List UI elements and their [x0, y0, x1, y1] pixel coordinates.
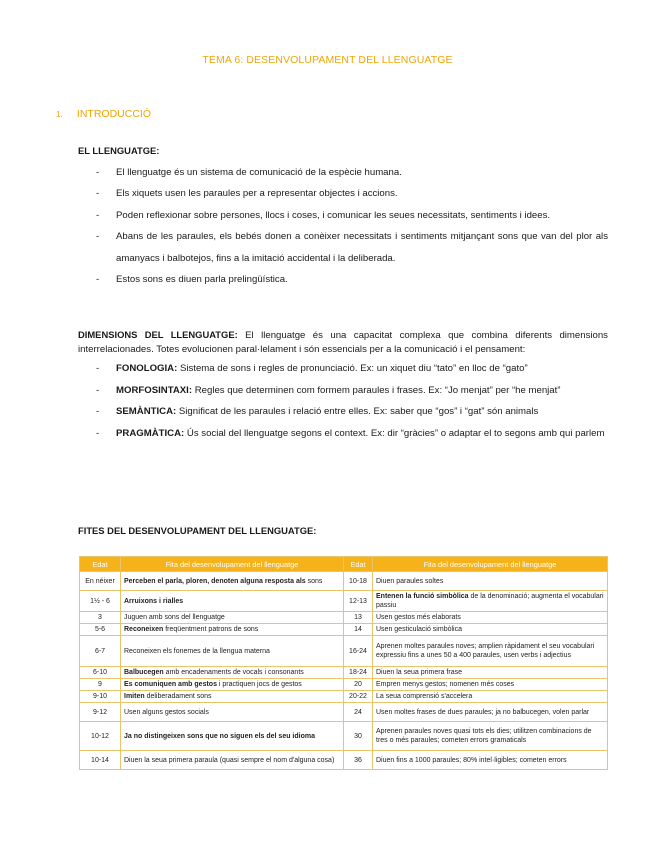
age-cell: 24: [344, 703, 373, 722]
dimension-term: FONOLOGIA:: [116, 363, 178, 374]
age-cell: 9-10: [80, 691, 121, 703]
milestone-text: amb encadenaments de vocals i consonants: [163, 669, 304, 676]
milestone-text: Diuen la seua primera paraula (quasi sempre el nom d'alguna cosa): [124, 756, 335, 764]
milestone-text: Diuen la seua primera frase: [376, 669, 462, 676]
milestone-cell: [121, 751, 344, 770]
milestone-cell: [121, 636, 344, 667]
llenguatge-block: [78, 140, 608, 291]
age-cell: 1½ - 6: [80, 591, 121, 612]
dimension-term: PRAGMÀTICA:: [116, 427, 185, 439]
age-cell: 18-24: [344, 667, 373, 679]
milestone-cell: [121, 612, 344, 624]
table-row: [80, 591, 608, 612]
age-cell: 3: [80, 612, 121, 624]
milestone-cell: [121, 691, 344, 703]
table-row: [80, 636, 608, 667]
section-heading: [56, 108, 151, 120]
age-cell: 13: [344, 612, 373, 624]
list-item: - El llenguatge és un sistema de comunicació de la espècie humana.: [78, 162, 608, 184]
age-cell: 20: [344, 679, 373, 691]
age-cell: 16-24: [344, 636, 373, 667]
list-item: - Els xiquets usen les paraules per a representar objectes i accions.: [78, 183, 608, 205]
age-cell: 36: [344, 751, 373, 770]
milestone-text: La seua comprensió s'accelera: [376, 693, 473, 700]
column-header: Fita del desenvolupament del llenguatge: [373, 557, 608, 572]
list-item: - Abans de les paraules, els bebés donen a conèixer necessitats i sentiments mitjançant sons que van del plor als amanyacs i balbotejos, fins a la imitació accidental i la deliberada.: [78, 226, 608, 269]
list-item: - Estos sons es diuen parla prelingüística.: [78, 269, 608, 291]
table-row: [80, 703, 608, 722]
milestone-cell: [121, 572, 344, 591]
milestone-text: Aprenen paraules noves quasi tots els dies; utilitzen combinacions de tres o més paraules; cometen errors gramaticals: [376, 728, 592, 744]
milestone-text: i practiquen jocs de gestos: [216, 681, 302, 688]
age-cell: 30: [344, 722, 373, 751]
milestones-table-body: [80, 572, 608, 770]
document-title: TEMA 6: DESENVOLUPAMENT DEL LLENGUATGE: [202, 54, 453, 66]
list-item: [78, 380, 608, 402]
milestone-text: Usen gesticulació simbòlica: [376, 626, 462, 633]
llenguatge-list: [78, 162, 608, 291]
milestone-cell: [121, 722, 344, 751]
milestone-text: Diuen fins a 1000 paraules; 80% intel·ligibles; cometen errors: [376, 756, 567, 764]
table-row: [80, 751, 608, 770]
age-cell: 6-7: [80, 636, 121, 667]
milestone-cell: [121, 679, 344, 691]
table-row: [80, 667, 608, 679]
milestone-text: Reconeixen els fonemes de la llengua materna: [124, 647, 270, 655]
milestone-cell: [121, 703, 344, 722]
dimension-text: Significat de les paraules i relació entre elles. Ex: saber que “gos” i “gat” són animals: [178, 406, 539, 417]
list-item: [78, 423, 608, 445]
milestone-cell: [121, 667, 344, 679]
milestone-cell: [373, 691, 608, 703]
table-row: [80, 612, 608, 624]
fites-block: [78, 520, 608, 542]
age-cell: 12-13: [344, 591, 373, 612]
age-cell: 10-18: [344, 572, 373, 591]
age-cell: 20-22: [344, 691, 373, 703]
table-row: [80, 624, 608, 636]
dimensions-heading: DIMENSIONS DEL LLENGUATGE:: [78, 329, 238, 340]
fites-heading: FITES DEL DESENVOLUPAMENT DEL LLENGUATGE:: [78, 525, 317, 536]
dimension-text: Regles que determinen com formem paraules i frases. Ex: “Jo menjat” per “he menjat”: [194, 384, 561, 396]
age-cell: 9-12: [80, 703, 121, 722]
milestone-text: Aprenen moltes paraules noves; amplien ràpidament el seu vocabulari expressiu fins a unes 50 a 400 paraules, usen verbs i adjectius: [376, 643, 595, 659]
dimensions-list: [78, 358, 608, 444]
milestone-text: Usen gestos més elaborats: [376, 614, 461, 621]
section-number: 1.: [56, 110, 63, 119]
milestone-text: freqüentment patrons de sons: [163, 626, 259, 633]
milestone-bold: Imiten: [124, 693, 145, 700]
milestone-cell: [373, 572, 608, 591]
dimensions-block: [78, 328, 608, 444]
dimension-text: Ús social del llenguatge segons el context. Ex: dir “gràcies” o adaptar el to segons amb qui parlem: [186, 427, 605, 439]
dimension-term: SEMÀNTICA:: [116, 406, 177, 417]
table-row: [80, 691, 608, 703]
milestone-text: sons: [305, 577, 323, 585]
milestones-table: [79, 556, 608, 770]
milestone-bold: Entenen la funció simbòlica: [376, 593, 469, 600]
milestone-bold: Reconeixen: [124, 626, 164, 633]
milestone-cell: [373, 624, 608, 636]
table-row: [80, 679, 608, 691]
llenguatge-heading: EL LLENGUATGE:: [78, 145, 160, 156]
list-item: - Poden reflexionar sobre persones, llocs i coses, i comunicar les seues necessitats, sentiments i idees.: [78, 205, 608, 227]
milestone-cell: [373, 679, 608, 691]
dimension-text: Sistema de sons i regles de pronunciació. Ex: un xiquet diu “tato” en lloc de “gato”: [179, 363, 528, 374]
milestone-text: de la denominació; augmenta el vocabulari passiu: [376, 593, 604, 609]
table-row: [80, 722, 608, 751]
milestone-cell: [373, 751, 608, 770]
milestone-bold: Es comuniquen amb gestos: [124, 681, 217, 688]
age-cell: 10-12: [80, 722, 121, 751]
table-header-row: [80, 557, 608, 572]
milestone-text: Usen alguns gestos socials: [124, 708, 209, 716]
dimensions-intro: [78, 328, 608, 357]
column-header: Fita del desenvolupament del llenguatge: [121, 557, 344, 572]
table-row: [80, 572, 608, 591]
milestone-text: Empren menys gestos; nomenen més coses: [376, 681, 515, 688]
list-item: [78, 401, 608, 423]
milestone-bold: Arruixons i rialles: [124, 597, 184, 605]
milestone-text: Juguen amb sons del llenguatge: [124, 614, 225, 621]
milestone-cell: [373, 591, 608, 612]
column-header: Edat: [80, 557, 121, 572]
age-cell: En néixer: [80, 572, 121, 591]
dimension-term: MORFOSINTAXI:: [116, 384, 193, 396]
milestone-bold: Ja no distingeixen sons que no siguen els del seu idioma: [124, 732, 315, 740]
milestone-text: deliberadament sons: [144, 693, 212, 700]
age-cell: 6-10: [80, 667, 121, 679]
list-item: [78, 358, 608, 380]
milestone-cell: [373, 703, 608, 722]
milestone-cell: [121, 591, 344, 612]
age-cell: 14: [344, 624, 373, 636]
milestone-text: Diuen paraules soltes: [376, 577, 444, 585]
milestone-cell: [373, 612, 608, 624]
milestone-cell: [373, 722, 608, 751]
dimensions-intro-text: El llenguatge és una capacitat complexa que combina diferents dimensions interrelacionades. Totes evolucionen paral·lelament i són essencials per a la comunicació i el pensament:: [78, 330, 608, 355]
milestone-bold: Balbucegen: [124, 669, 164, 676]
milestone-bold: Perceben el parla, ploren, denoten alguna resposta als: [124, 577, 306, 585]
milestone-cell: [373, 667, 608, 679]
age-cell: 9: [80, 679, 121, 691]
milestone-cell: [121, 624, 344, 636]
milestone-cell: [373, 636, 608, 667]
age-cell: 5-6: [80, 624, 121, 636]
milestone-text: Usen moltes frases de dues paraules; ja no balbucegen, volen parlar: [376, 708, 590, 716]
column-header: Edat: [344, 557, 373, 572]
age-cell: 10-14: [80, 751, 121, 770]
section-label: INTRODUCCIÓ: [76, 108, 152, 120]
